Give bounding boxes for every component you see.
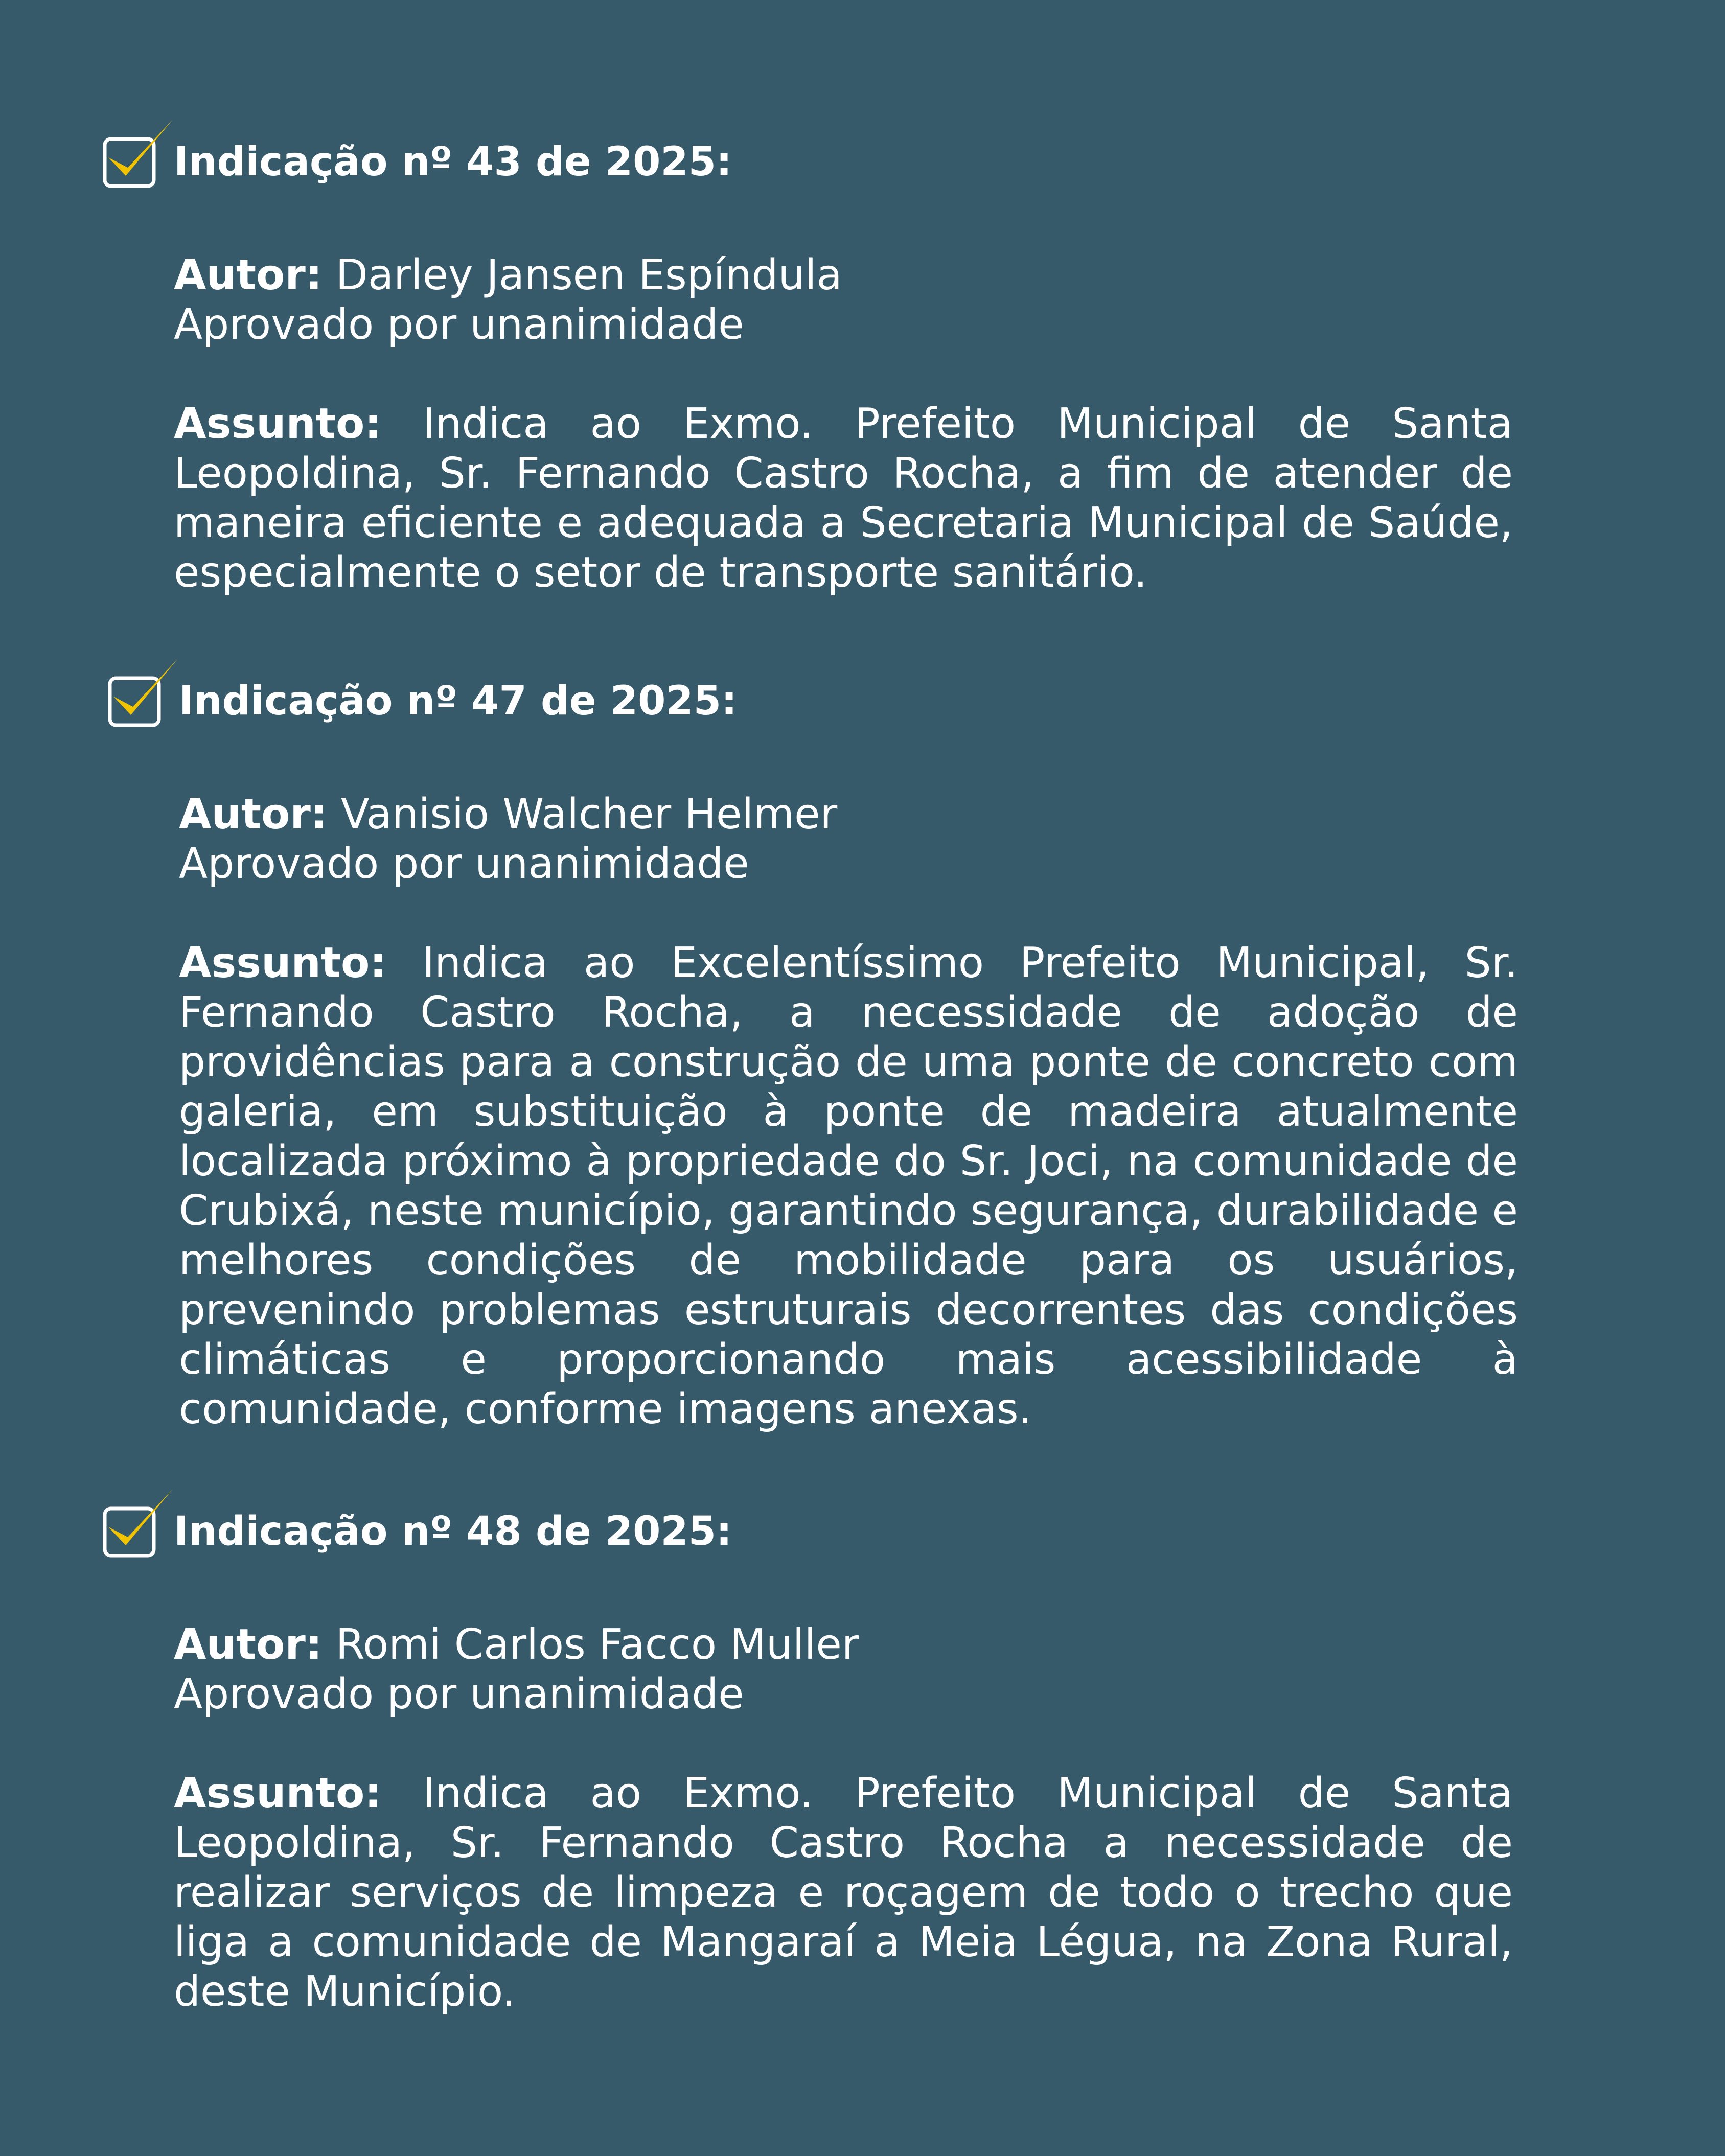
indicacao-body xyxy=(179,790,1518,1434)
indicacao-title: Indicação nº 48 de 2025: xyxy=(174,1509,732,1555)
author-line xyxy=(174,250,1513,300)
subject-label: Assunto: xyxy=(174,1769,382,1818)
subject-paragraph xyxy=(174,1769,1513,2016)
approval-status: Aprovado por unanimidade xyxy=(174,300,744,349)
indicacao-47-section xyxy=(107,657,1518,1434)
author-label: Autor: xyxy=(174,1620,323,1669)
checkbox-check-icon xyxy=(102,1487,174,1559)
subject-text: Indica ao Exmo. Prefeito Municipal de Santa Leopoldina, Sr. Fernando Castro Rocha, a fim de atender de maneira eficiente e adequada a Secretaria Municipal de Saúde, especialmente o setor de transporte sanitário. xyxy=(174,400,1513,597)
approval-status: Aprovado por unanimidade xyxy=(174,1670,744,1719)
indicacao-title: Indicação nº 43 de 2025: xyxy=(174,139,732,185)
indicacao-body xyxy=(174,250,1513,597)
author-label: Autor: xyxy=(179,790,328,839)
subject-paragraph xyxy=(179,938,1518,1434)
checkbox-check-icon xyxy=(107,657,179,728)
author-name: Vanisio Walcher Helmer xyxy=(340,790,838,839)
indicacao-body xyxy=(174,1620,1513,2016)
indicacao-heading xyxy=(102,1487,1513,1559)
author-name: Darley Jansen Espíndula xyxy=(335,251,842,299)
subject-label: Assunto: xyxy=(174,400,382,448)
subject-text: Indica ao Exmo. Prefeito Municipal de Santa Leopoldina, Sr. Fernando Castro Rocha a necessidade de realizar serviços de limpeza e roçagem de todo o trecho que liga a comunidade de Mangaraí a Meia Légua, na Zona Rural, deste Município. xyxy=(174,1769,1513,2016)
author-label: Autor: xyxy=(174,251,323,299)
author-line xyxy=(174,1620,1513,1670)
subject-paragraph xyxy=(174,399,1513,597)
indicacao-heading xyxy=(102,118,1513,189)
subject-text: Indica ao Excelentíssimo Prefeito Municipal, Sr. Fernando Castro Rocha, a necessidade de adoção de providências para a construção de uma ponte de concreto com galeria, em substituição à ponte de madeira atualmente localizada próximo à propriedade do Sr. Joci, na comunidade de Crubixá, neste município, garantindo segurança, durabilidade e melhores condições de mobilidade para os usuários, prevenindo problemas estruturais decorrentes das condições climáticas e proporcionando mais acessibilidade à comunidade, conforme imagens anexas. xyxy=(179,939,1518,1433)
subject-label: Assunto: xyxy=(179,939,387,987)
checkbox-check-icon xyxy=(102,118,174,189)
indicacao-43-section xyxy=(102,118,1513,597)
indicacao-title: Indicação nº 47 de 2025: xyxy=(179,678,738,724)
approval-status: Aprovado por unanimidade xyxy=(179,840,749,888)
indicacao-heading xyxy=(107,657,1518,728)
indicacao-48-section xyxy=(102,1487,1513,2016)
author-name: Romi Carlos Facco Muller xyxy=(335,1620,859,1669)
author-line xyxy=(179,790,1518,839)
